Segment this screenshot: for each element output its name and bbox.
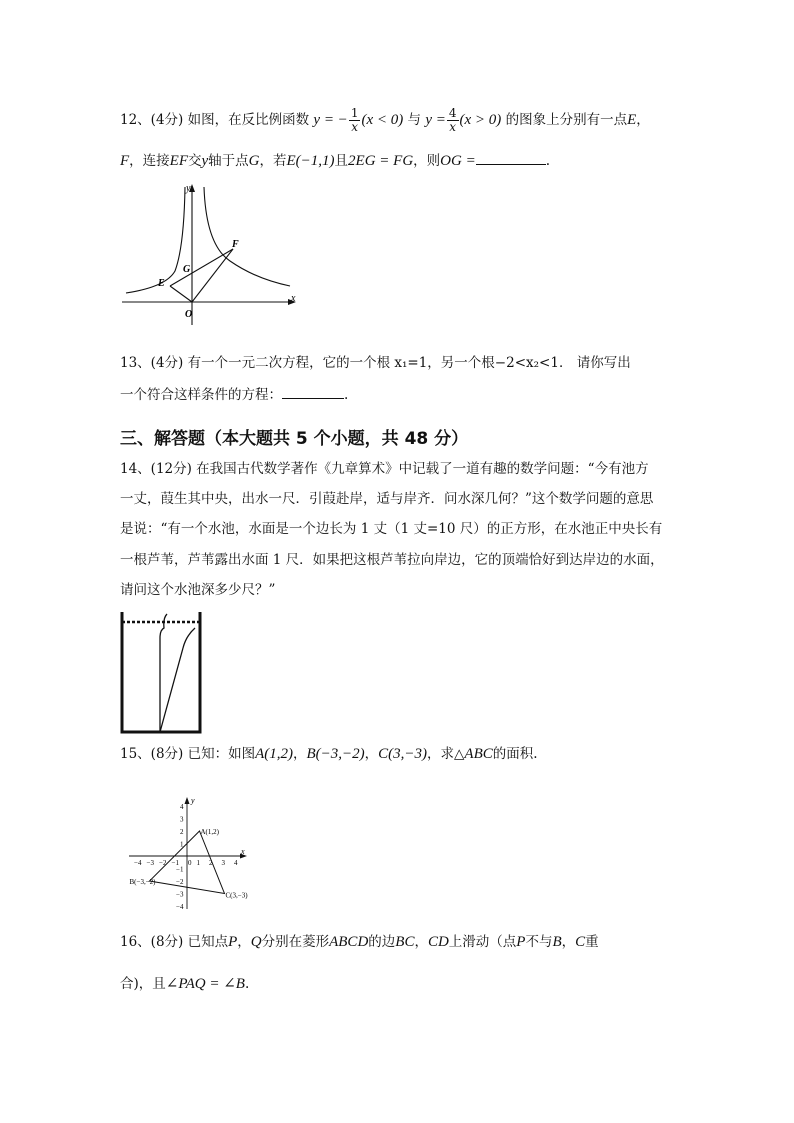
q13-line1: 13、(4分) 有一个一元二次方程，它的一个根 x₁=1，另一个根−2<x₂<1． 请你写出 xyxy=(120,355,631,371)
q13-line2 xyxy=(120,384,348,405)
fig15-y-arrow xyxy=(185,797,190,804)
q12-answer-blank[interactable] xyxy=(476,150,546,165)
q12-func2-num: 4 xyxy=(448,106,457,120)
fig15-label-c: C(3,−3) xyxy=(225,891,248,900)
q15-point-a: A(1,2) xyxy=(255,746,293,762)
q12-axis-y: y xyxy=(201,153,209,169)
q16-text-2b: . xyxy=(244,976,250,992)
q12-segment-ef: EF xyxy=(169,153,188,169)
q16-side-cd: CD xyxy=(427,934,449,950)
q12-end: . xyxy=(545,153,551,169)
q12-text-1d: ， xyxy=(636,112,650,128)
q12-func1-num: 1 xyxy=(350,106,359,120)
fig12-label-y: y xyxy=(186,183,191,194)
q12-func2-lhs: y = xyxy=(425,112,446,128)
q15-line xyxy=(120,744,538,764)
q12-relation: 2EG = FG xyxy=(348,153,414,169)
q12-text-2d: ，若 xyxy=(259,153,287,169)
q16-point-p: P xyxy=(228,934,238,950)
q14-line5: 请问这个水池深多少尺？” xyxy=(120,582,276,598)
q13-answer-blank[interactable] xyxy=(282,384,344,399)
fig12-label-g: G xyxy=(183,264,191,275)
fig15-y-tick-label: −4 xyxy=(176,903,184,911)
section-3-heading: 三、解答题（本大题共 5 个小题，共 48 分） xyxy=(120,429,469,449)
fig12-label-e: E xyxy=(158,278,165,289)
fig15-x-tick-label: 1 xyxy=(196,859,200,867)
q16-point-b: B xyxy=(552,934,562,950)
q12-func1-lhs: y = − xyxy=(313,112,348,128)
fig15-y-tick-label: −2 xyxy=(176,878,184,886)
q14-line1: 14、(12分) 在我国古代数学著作《九章算术》中记载了一道有趣的数学问题：“今有池方 xyxy=(120,461,649,477)
fig15-y-tick-label: 4 xyxy=(180,803,184,811)
fig15-label-y: y xyxy=(191,796,195,805)
q13-text-2b: . xyxy=(344,387,349,403)
q16-cd-sep: ， xyxy=(414,934,428,950)
q15-text-b: ，求△ xyxy=(427,746,465,762)
fig15-y-tick-label: 3 xyxy=(180,815,184,824)
fig15-x-tick-label: −1 xyxy=(171,859,179,867)
q16-text-g: 重 xyxy=(585,934,599,950)
fig15-x-tick-label: 3 xyxy=(221,859,225,867)
fig12-label-x: x xyxy=(291,293,296,304)
q12-point-g: G xyxy=(248,153,260,169)
q15-figure xyxy=(125,793,255,913)
q16-text-b: 分别在菱形 xyxy=(261,934,330,950)
q16-text-e: 不与 xyxy=(525,934,553,950)
q16-point-q: Q xyxy=(250,934,262,950)
q12-func1-den: x xyxy=(351,120,359,134)
q16-comma: ， xyxy=(237,934,251,950)
q15-sep1: ， xyxy=(293,746,307,762)
fig12-label-o: O xyxy=(185,309,193,320)
fig15-y-tick-label: 1 xyxy=(180,840,184,849)
reed-tip-pulled xyxy=(183,628,195,648)
q16-text-2a: 合)，且 xyxy=(120,976,166,992)
fig15-y-tick-label: 2 xyxy=(180,828,184,836)
fig12-curve-left xyxy=(126,187,185,293)
q15-point-c: C(3,−3) xyxy=(378,746,428,762)
q16-rhombus: ABCD xyxy=(329,934,369,950)
fig15-label-x: x xyxy=(241,847,245,856)
q12-text-2e: 且 xyxy=(334,153,349,169)
reed-pulled xyxy=(160,648,183,732)
q12-text-1a: 如图，在反比例函数 xyxy=(187,112,310,128)
fig15-x-tick-label: 2 xyxy=(209,859,213,867)
q12-func2-cond: (x > 0) xyxy=(459,112,502,128)
fig15-x-tick-label: 4 xyxy=(234,859,238,867)
q14-pond-figure xyxy=(116,608,206,736)
q14-line3: 是说：“有一个水池，水面是一个边长为 1 丈（1 丈=10 尺）的正方形，在水池正中央长有 xyxy=(120,521,663,537)
q16-point-c: C xyxy=(575,934,586,950)
fig12-curve-right xyxy=(204,187,290,286)
q12-line2 xyxy=(120,150,550,171)
q14-line4: 一根芦苇，芦苇露出水面 1 尺．如果把这根芦苇拉向岸边，它的顶端恰好到达岸边的水面， xyxy=(120,552,664,568)
q16-text-a: 16、(8分) 已知点 xyxy=(120,934,229,950)
fig12-segment-of xyxy=(192,249,233,302)
q12-func1-fraction xyxy=(349,107,361,134)
q12-text-1b: 与 xyxy=(407,112,422,128)
q12-number: 12、(4分) xyxy=(120,112,184,128)
q12-func1-cond: (x < 0) xyxy=(361,112,404,128)
fig15-x-tick-label: −2 xyxy=(159,859,167,867)
q12-text-2f: ，则 xyxy=(413,153,441,169)
q12-point-f: F xyxy=(120,153,130,169)
q16-angle: ∠PAQ = ∠B xyxy=(165,976,245,992)
q15-text-c: 的面积. xyxy=(492,746,538,762)
q15-sep2: ， xyxy=(364,746,379,762)
q14-line2: 一丈，葭生其中央，出水一尺．引葭赴岸，适与岸齐．问水深几何？”这个数学问题的意思 xyxy=(120,491,654,507)
fig15-y-tick-label: −1 xyxy=(176,865,184,874)
q15-text-a: 15、(8分) 已知：如图 xyxy=(120,746,256,762)
fig15-x-tick-label: −4 xyxy=(134,859,142,867)
q16-line2 xyxy=(120,974,249,994)
fig15-x-tick-label: −3 xyxy=(146,859,154,867)
q15-point-b: B(−3,−2) xyxy=(306,746,365,762)
fig15-x-tick-label: 0 xyxy=(188,859,192,867)
q12-ask: OG = xyxy=(440,153,476,169)
fig12-label-f: F xyxy=(232,239,239,250)
q12-text-2b: 交 xyxy=(188,153,202,169)
q16-text-d: 上滑动（点 xyxy=(448,934,517,950)
q12-line1 xyxy=(120,107,650,134)
q16-point-p2: P xyxy=(516,934,526,950)
q15-triangle: ABC xyxy=(464,746,493,762)
fig12-segment-eo xyxy=(170,286,192,302)
q12-text-2a: ，连接 xyxy=(129,153,170,169)
q12-text-1c: 的图象上分别有一点 xyxy=(505,112,628,128)
q13-text-2a: 一个符合这样条件的方程： xyxy=(120,387,282,403)
q12-figure xyxy=(118,175,308,335)
q16-text-f: ， xyxy=(561,934,576,950)
q12-func2-den: x xyxy=(449,120,457,134)
q12-e-coord: E(−1,1) xyxy=(286,153,335,169)
q16-line1 xyxy=(120,932,599,952)
pond-walls xyxy=(122,612,200,732)
fig15-label-a: A(1,2) xyxy=(200,828,219,836)
q16-text-c: 的边 xyxy=(368,934,396,950)
fig15-y-tick-label: −3 xyxy=(176,890,184,899)
q12-point-e: E xyxy=(627,112,637,128)
fig15-label-b: B(−3,−2) xyxy=(129,878,156,886)
q12-func2-fraction xyxy=(447,107,459,134)
q12-text-2c: 轴于点 xyxy=(208,153,249,169)
q16-side-bc: BC xyxy=(395,934,415,950)
reed-tip-vertical xyxy=(160,614,167,638)
